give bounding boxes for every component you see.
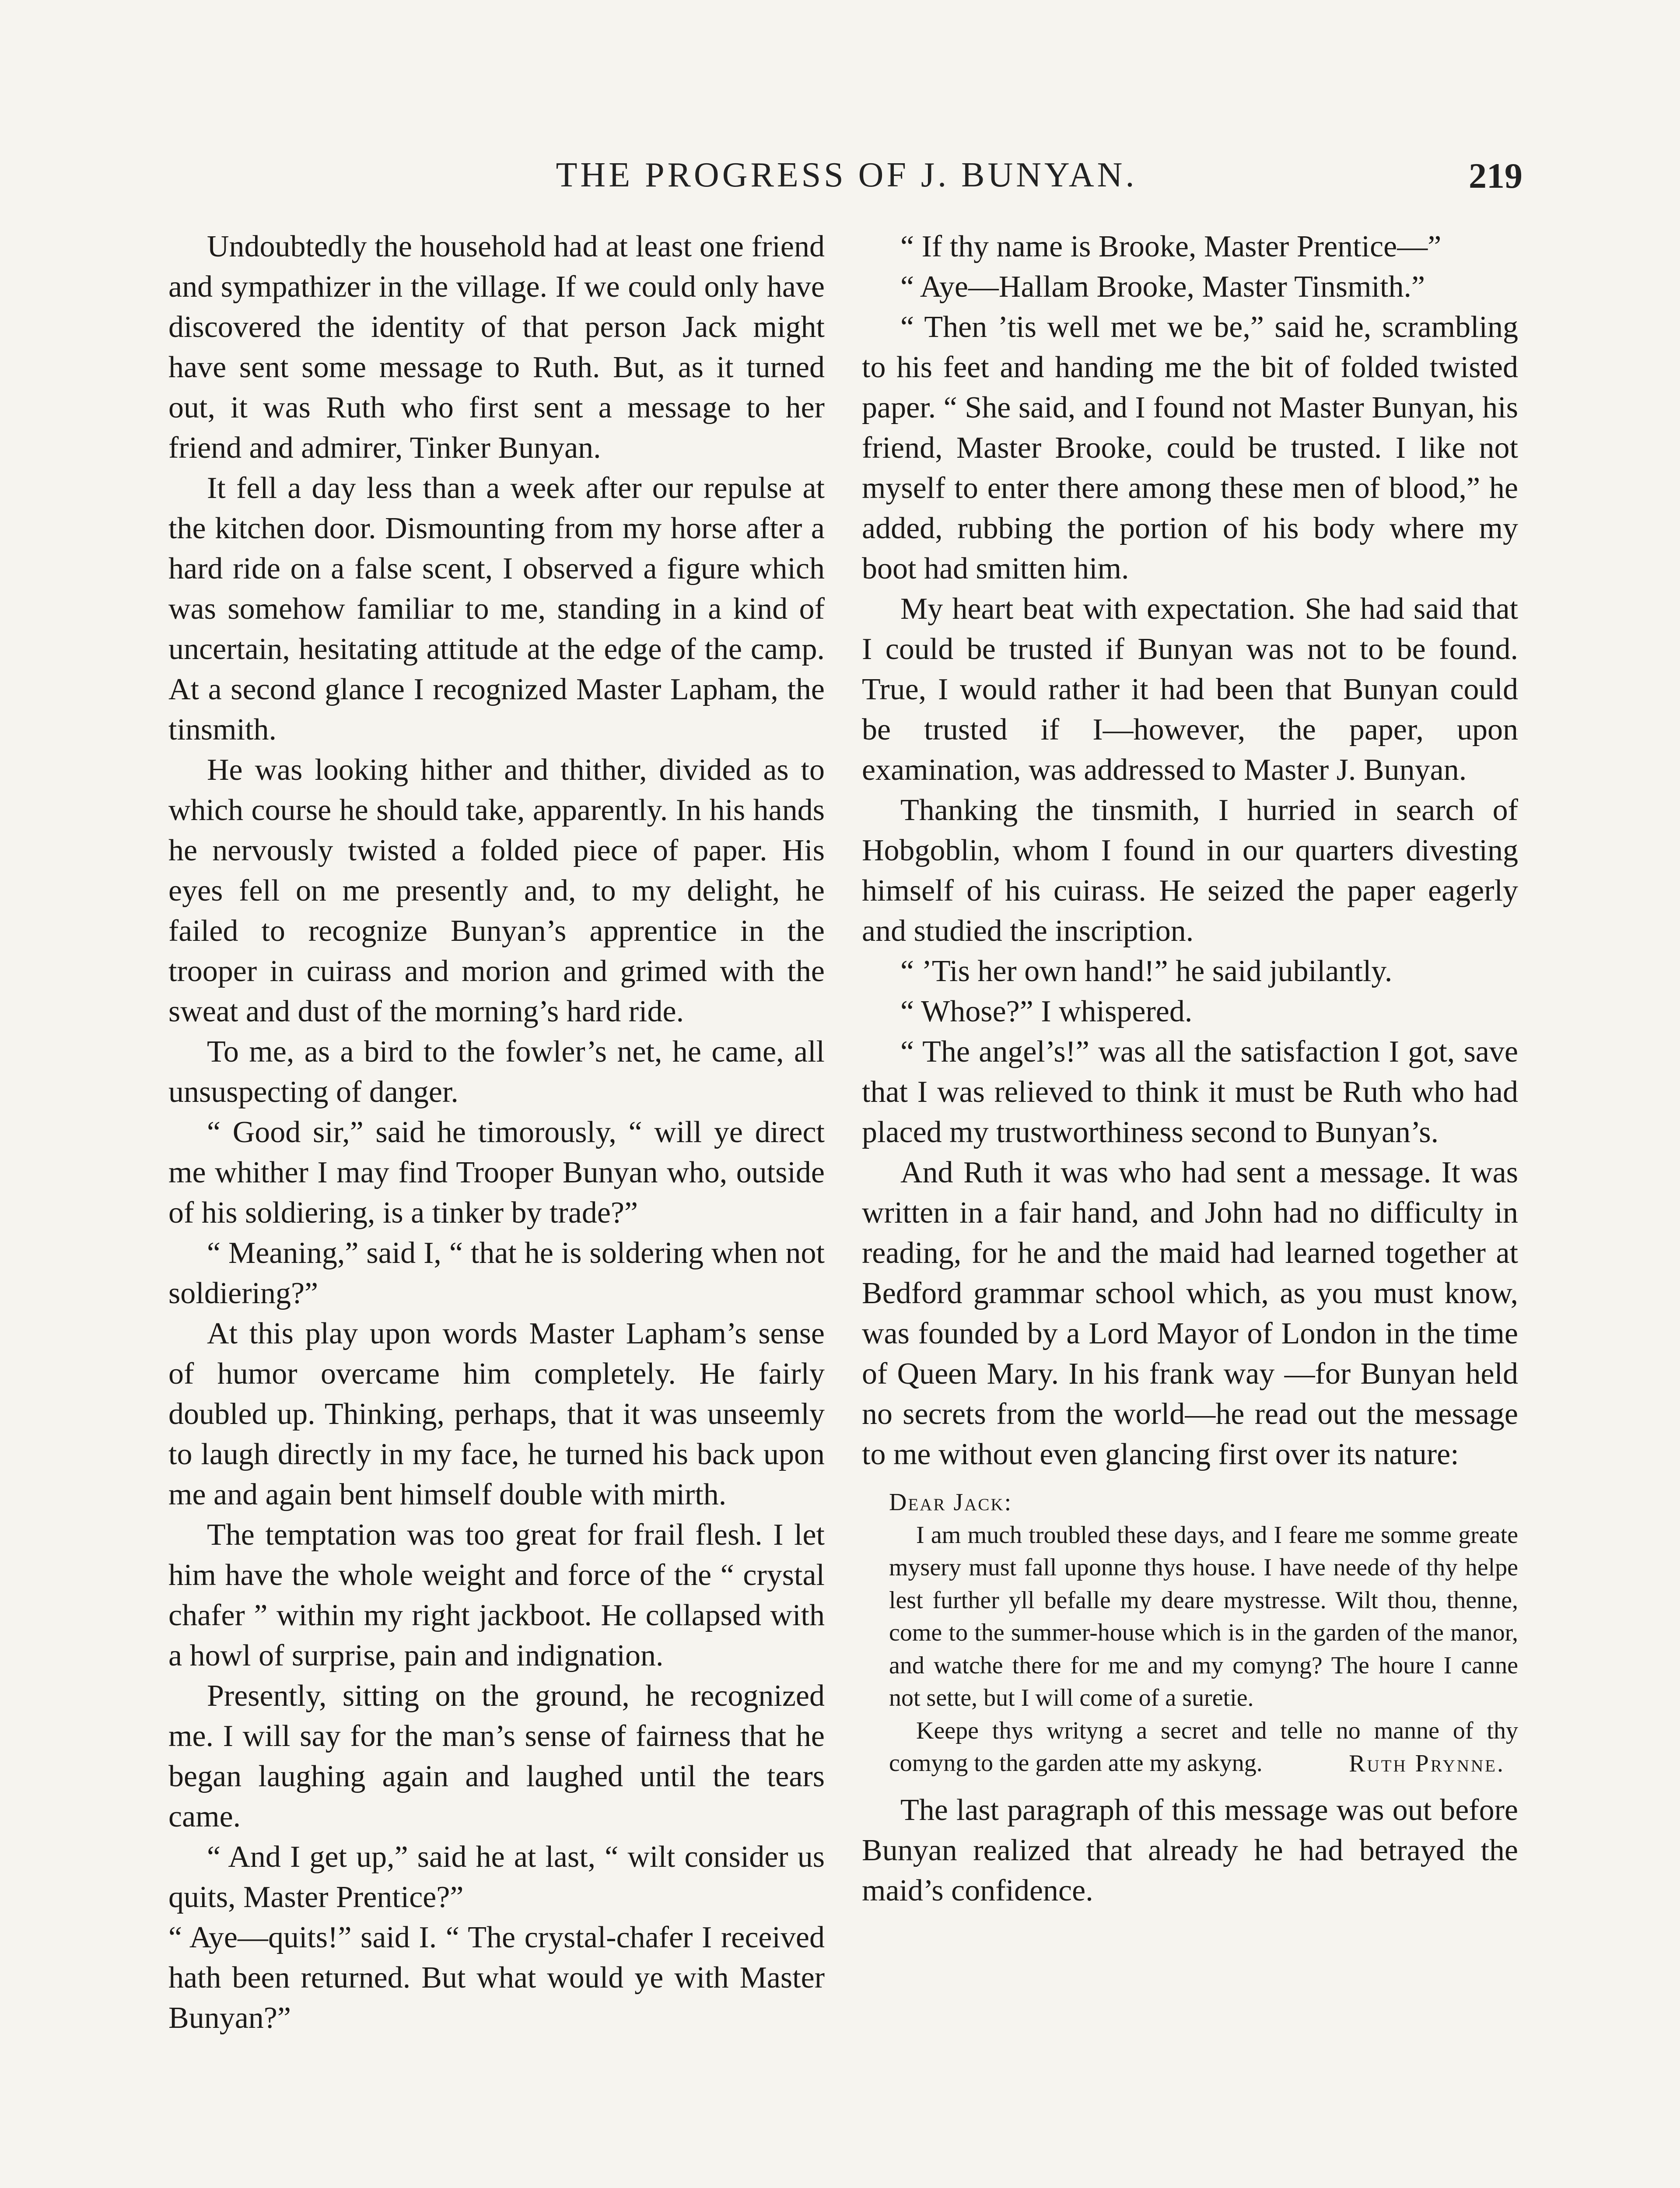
paragraph: “ Meaning,” said I, “ that he is soldering when not soldiering?” xyxy=(168,1236,825,1310)
paragraph: “ Aye—Hallam Brooke, Master Tinsmith.” xyxy=(900,270,1425,304)
paragraph: The temptation was too great for frail flesh. I let him have the whole weight and force of the “ crystal chafer ” within my right jackboot. He collapsed with a howl of surprise, pain and indignation. xyxy=(168,1518,825,1673)
paragraph: “ The angel’s!” was all the satisfaction I got, save that I was relieved to think it must be Ruth who had placed my trustworthiness second to Bunyan’s. xyxy=(862,1035,1518,1149)
paragraph: “ Then ’tis well met we be,” said he, scrambling to his feet and handing me the bit of folded twisted paper. “ She said, and I found not Master Bunyan, his friend, Master Brooke, could be trusted. I like not myself to enter there among these men of blood,” he added, rubbing the portion of his body where my boot had smitten him. xyxy=(862,310,1518,586)
paragraph: To me, as a bird to the fowler’s net, he came, all unsuspecting of danger. xyxy=(168,1035,825,1109)
closing-paragraph: The last paragraph of this message was out before Bunyan realized that already he had betrayed the maid’s confidence. xyxy=(862,1793,1518,1907)
paragraph: Undoubtedly the household had at least one friend and sympathizer in the village. If we could only have discovered the identity of that person Jack might have sent some message to Ruth. But, as it turned out, it was Ruth who first sent a message to her friend and admirer, Tinker Bunyan. xyxy=(168,230,825,465)
paragraph: “ Aye—quits!” said I. “ The crystal-chafer I received hath been returned. But what would ye with Master Bunyan?” xyxy=(168,1921,825,2035)
paragraph: “ ’Tis her own hand!” he said jubilantly. xyxy=(900,954,1393,988)
paragraph: And Ruth it was who had sent a message. It was written in a fair hand, and John had no difficulty in reading, for he and the maid had learned together at Bedford grammar school which, as you must know, was founded by a Lord Mayor of London in the time of Queen Mary. In his frank way —for Bunyan held no secrets from the world—he read out the message to me without even glancing first over its nature: xyxy=(862,1156,1518,1471)
paragraph: It fell a day less than a week after our repulse at the kitchen door. Dismounting from my horse after a hard ride on a false scent, I observed a figure which was somehow familiar to me, standing in a kind of uncertain, hesitating attitude at the edge of the camp. At a second glance I recognized Master Lapham, the tinsmith. xyxy=(168,471,825,747)
paragraph: My heart beat with expectation. She had said that I could be trusted if Bunyan was not to be found. True, I would rather it had been that Bunyan could be trusted if I—however, the paper, upon examination, was addressed to Master J. Bunyan. xyxy=(862,592,1518,787)
left-column xyxy=(168,227,825,2038)
right-column xyxy=(862,227,1518,1911)
page-header xyxy=(171,155,1522,208)
paragraph: At this play upon words Master Lapham’s sense of humor overcame him completely. He fairly doubled up. Thinking, perhaps, that it was unseemly to laugh directly in my face, he turned his back upon me and again bent himself double with mirth. xyxy=(168,1317,825,1511)
letter-paragraph: Keepe thys writyng a secret and telle no manne of thy comyng to the garden atte my askyng. xyxy=(889,1717,1518,1777)
page-number: 219 xyxy=(1469,156,1522,196)
paragraph: “ Whose?” I whispered. xyxy=(900,995,1193,1028)
paragraph: Thanking the tinsmith, I hurried in search of Hobgoblin, whom I found in our quarters divesting himself of his cuirass. He seized the paper eagerly and studied the inscription. xyxy=(862,793,1518,948)
running-title: THE PROGRESS OF J. BUNYAN. xyxy=(556,156,1138,194)
paragraph: He was looking hither and thither, divided as to which course he should take, apparently. In his hands he nervously twisted a folded piece of paper. His eyes fell on me presently and, to my delight, he failed to recognize Bunyan’s apprentice in the trooper in cuirass and morion and grimed with the sweat and dust of the morning’s hard ride. xyxy=(168,753,825,1028)
paragraph: “ And I get up,” said he at last, “ wilt consider us quits, Master Prentice?” xyxy=(168,1840,825,1914)
paragraph: “ Good sir,” said he timorously, “ will ye direct me whither I may find Trooper Bunyan who, outside of his soldiering, is a tinker by trade?” xyxy=(168,1115,825,1230)
paragraph: “ If thy name is Brooke, Master Prentice—” xyxy=(900,230,1442,263)
paragraph: Presently, sitting on the ground, he recognized me. I will say for the man’s sense of fairness that he began laughing again and laughed until the tears came. xyxy=(168,1679,825,1834)
letter-salutation: Dear Jack: xyxy=(889,1489,1013,1516)
quoted-letter xyxy=(889,1486,1518,1780)
letter-paragraph: I am much troubled these days, and I feare me somme greate mysery must fall uponne thys house. I have neede of thy helpe lest further yll befalle my deare mystresse. Wilt thou, thenne, come to the summer-house which is in the garden of the manor, and watche there for me and my comyng? The houre I canne not sette, but I will come of a suretie. xyxy=(889,1521,1518,1711)
letter-signature: Ruth Prynne. xyxy=(1349,1750,1505,1777)
